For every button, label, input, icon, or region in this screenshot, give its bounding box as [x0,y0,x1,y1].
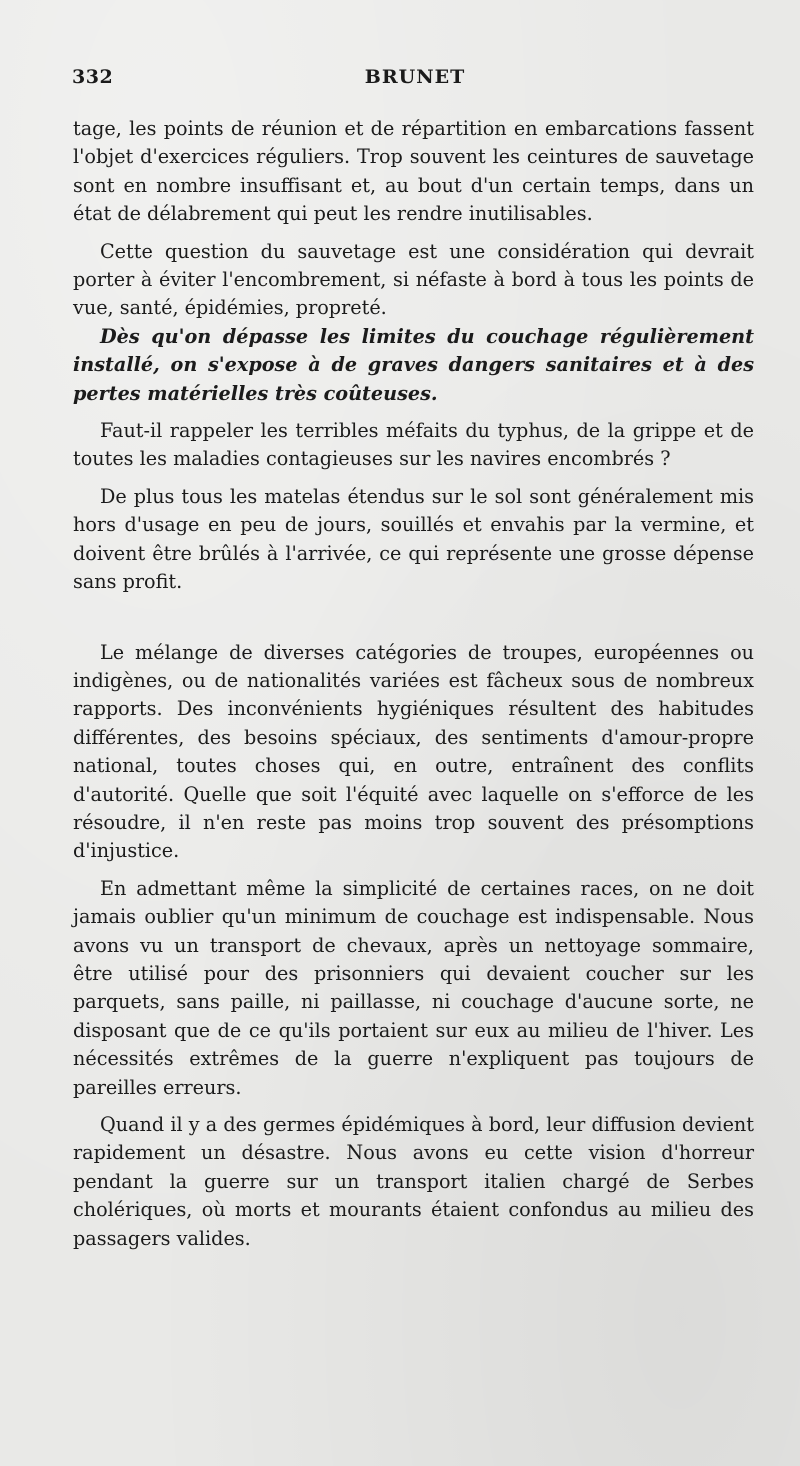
paragraph: De plus tous les matelas étendus sur le sol sont généralement mis hors d'usage en peu de jours, souillés et envahis par la vermine, et doivent être brûlés à l'arrivée, ce qui représente une grosse dépense sans profit. [73,484,754,594]
paragraph-emphasis: Dès qu'on dépasse les limites du couchage régulièrement installé, on s'expose à de graves dangers sanitaires et à des pertes matérielles très coûteuses. [73,324,754,405]
running-head: BRUNET [364,66,466,88]
body-text [73,115,754,1253]
page-header [72,66,758,96]
paragraph: Faut-il rappeler les terribles méfaits du typhus, de la grippe et de toutes les maladies contagieuses sur les navires encombrés ? [73,419,754,471]
page-number: 332 [72,66,114,88]
paragraph: Le mélange de diverses catégories de troupes, européennes ou indigènes, ou de nationalités variées est fâcheux sous de nombreux rapports. Des inconvénients hygiéniques résultent des habitudes différentes, des besoins spéciaux, des sentiments d'amour-propre national, toutes choses qui, en outre, entraînent des conflits d'autorité. Quelle que soit l'équité avec laquelle on s'efforce de les résoudre, il n'en reste pas moins trop souvent des présomptions d'injustice. [73,640,754,863]
paragraph: Quand il y a des germes épidémiques à bord, leur diffusion devient rapidement un désastre. Nous avons eu cette vision d'horreur pendant la guerre sur un transport italien chargé de Serbes cholériques, où morts et mourants étaient confondus au milieu des passagers valides. [73,1113,754,1250]
paragraph: Cette question du sauvetage est une considération qui devrait porter à éviter l'encombrement, si néfaste à bord à tous les points de vue, santé, épidémies, propreté. [73,239,754,320]
paragraph: En admettant même la simplicité de certaines races, on ne doit jamais oublier qu'un minimum de couchage est indispensable. Nous avons vu un transport de chevaux, après un nettoyage sommaire, être utilisé pour des prisonniers qui devaient coucher sur les parquets, sans paille, ni paillasse, ni couchage d'aucune sorte, ne disposant que de ce qu'ils portaient sur eux au milieu de l'hiver. Les nécessités extrêmes de la guerre n'expliquent pas toujours de pareilles erreurs. [73,876,754,1099]
paragraph-continuation: tage, les points de réunion et de répartition en embarcations fassent l'objet d'exercices réguliers. Trop souvent les ceintures de sauvetage sont en nombre insuffisant et, au bout d'un certain temps, dans un état de délabrement qui peut les rendre inutilisables. [73,117,754,226]
